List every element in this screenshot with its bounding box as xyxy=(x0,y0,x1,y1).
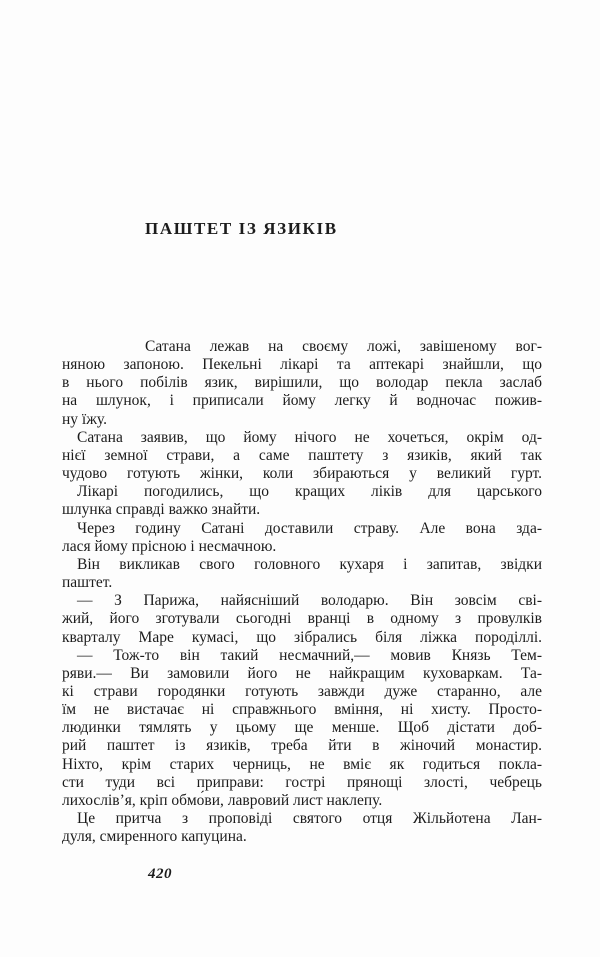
page-number: 420 xyxy=(148,866,172,882)
text-line: няною запоною. Пекельні лікарі та аптекарі знайшли, що xyxy=(62,356,542,374)
text-line: в нього побілів язик, вирішили, що володар пекла заслаб xyxy=(62,374,542,392)
text-line: шлунка справді важко знайти. xyxy=(62,501,261,519)
paragraph xyxy=(62,483,542,519)
text-line: Сатана заявив, що йому нічого не хочеться, окрім од- xyxy=(77,428,542,446)
text-line: їм не вистачає ні справжнього вміння, ні хисту. Просто- xyxy=(62,701,542,719)
paragraph xyxy=(62,556,542,592)
text-line: сти туди всі приправи: гострі прянощі злості, чебрець xyxy=(62,773,542,791)
text-line: кварталу Маре кумасі, що зібрались біля ліжка породіллі. xyxy=(62,628,542,646)
text-line: Лікарі погодились, що кращих ліків для царського xyxy=(77,483,542,501)
paragraph xyxy=(62,338,542,429)
text-line: лася йому прісною і несмачною. xyxy=(62,537,277,555)
text-line: дуля, смиренного капуцина. xyxy=(62,828,247,846)
text-line: рий паштет із язиків, треба йти в жіночий монастир. xyxy=(62,737,542,755)
paragraph xyxy=(62,429,542,483)
chapter-title: ПАШТЕТ ІЗ ЯЗИКІВ xyxy=(145,219,338,238)
text-line: нієї земної страви, а саме паштету з язиків, який так xyxy=(62,446,542,464)
text-line: паштет. xyxy=(62,574,113,592)
text-line: людинки тямлять у цьому ще менше. Щоб дістати доб- xyxy=(62,719,542,737)
text-line: Це притча з проповіді святого отця Жільйотена Лан- xyxy=(77,810,542,828)
text-line: Він викликав свого головного кухаря і запитав, звідки xyxy=(77,555,542,573)
text-line: на шлунок, і приписали йому легку й водночас пожив- xyxy=(62,392,542,410)
paragraph xyxy=(62,647,542,810)
body-text xyxy=(62,338,542,846)
text-line: лихослів’я, кріп обмо́ви, лавровий лист наклепу. xyxy=(62,791,383,809)
paragraph xyxy=(62,520,542,556)
paragraph xyxy=(62,592,542,646)
text-line: ряви.— Ви замовили його не найкращим куховаркам. Та- xyxy=(62,664,542,682)
text-line: Ніхто, крім старих черниць, не вміє як годиться покла- xyxy=(62,755,542,773)
text-line: ну їжу. xyxy=(62,410,108,428)
text-line: Сатана лежав на своєму ложі, завішеному вог- xyxy=(145,338,542,355)
text-line: Через годину Сатані доставили страву. Але вона зда- xyxy=(77,519,542,537)
text-line: кі страви городянки готують завжди дуже старанно, але xyxy=(62,682,542,700)
text-line: — Тож-то він такий несмачний,— мовив Князь Тем- xyxy=(77,646,542,664)
paragraph xyxy=(62,810,542,846)
text-line: чудово готують жінки, коли збираються у великий гурт. xyxy=(62,465,542,483)
text-line: — З Парижа, найясніший володарю. Він зовсім сві- xyxy=(77,592,542,610)
text-line: жий, його зготували сьогодні вранці в одному з провулків xyxy=(62,610,542,628)
